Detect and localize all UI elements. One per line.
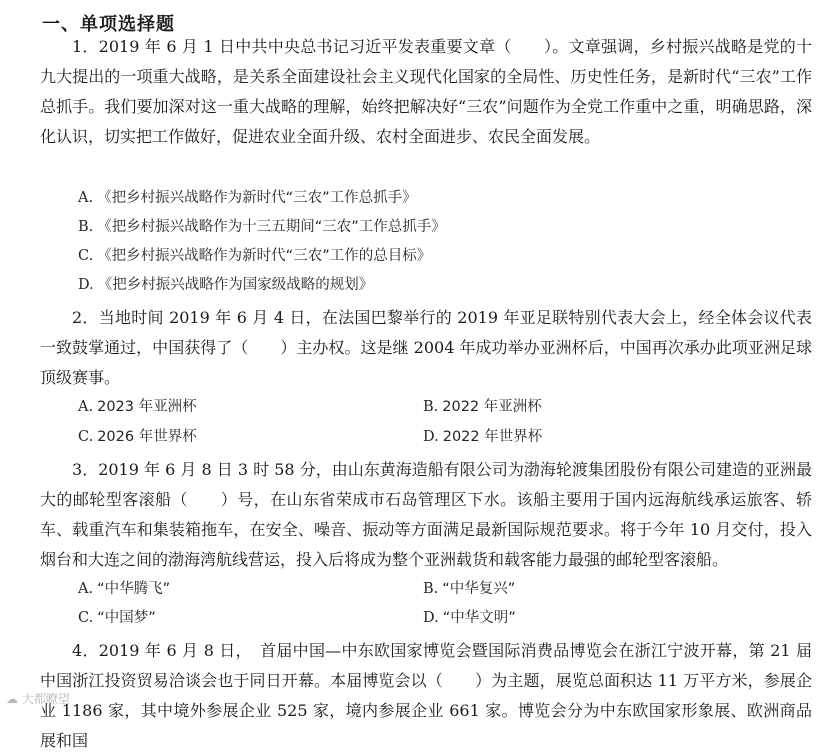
option-text: “中华文明” [442, 610, 516, 626]
question-3-option-d[interactable] [423, 607, 516, 629]
option-key: D. [78, 277, 94, 293]
question-3-option-b[interactable] [423, 578, 515, 600]
question-1-option-c[interactable] [78, 245, 431, 267]
question-3-option-a[interactable] [78, 578, 170, 600]
option-key: A. [78, 190, 94, 206]
question-2-stem: 2．当地时间 2019 年 6 月 4 日，在法国巴黎举行的 2019 年亚足联特别代表大会上，经全体会议代表一致鼓掌通过，中国获得了（ ）主办权。这是继 2004 年成功举办亚洲杯后，中国再次承办此项亚洲足球顶级赛事。 [40, 308, 812, 387]
question-1-option-b[interactable] [78, 216, 446, 238]
option-text: 《把乡村振兴战略作为十三五期间“三农”工作总抓手》 [97, 219, 446, 235]
question-2-option-b[interactable] [423, 396, 542, 418]
option-text: 《把乡村振兴战略作为新时代“三农”工作总抓手》 [97, 190, 417, 206]
question-2-option-d[interactable] [423, 426, 542, 448]
question-3-stem: 3．2019 年 6 月 8 日 3 时 58 分，由山东黄海造船有限公司为渤海轮渡集团股份有限公司建造的亚洲最大的邮轮型客滚船（ ）号，在山东省荣成市石岛管理区下水。该船主要用于国内远海航线承运旅客、轿车、载重汽车和集装箱拖车，在安全、噪音、振动等方面满足最新国际规范要求。将于今年 10 月交付，投入烟台和大连之间的渤海湾航线营运，投入后将成为整个亚洲载货和载客能力最强的邮轮型客滚船。 [40, 460, 812, 569]
option-text: 2022 年亚洲杯 [442, 399, 542, 415]
wechat-icon: ☁ [6, 692, 18, 706]
option-key: D. [423, 429, 439, 445]
question-1-option-d[interactable] [78, 274, 373, 296]
option-key: C. [78, 248, 94, 264]
option-key: A. [78, 581, 94, 597]
option-text: 《把乡村振兴战略作为国家级战略的规划》 [97, 277, 374, 293]
option-text: “中华复兴” [442, 581, 516, 597]
watermark [6, 690, 70, 707]
question-1-option-a[interactable] [78, 187, 417, 209]
option-key: C. [78, 429, 94, 445]
option-text: 2023 年亚洲杯 [97, 399, 197, 415]
option-text: 2026 年世界杯 [97, 429, 197, 445]
question-1-stem: 1．2019 年 6 月 1 日中共中央总书记习近平发表重要文章（ ）。文章强调，乡村振兴战略是党的十九大提出的一项重大战略，是关系全面建设社会主义现代化国家的全局性、历史性任务，是新时代“三农”工作总抓手。我们要加深对这一重大战略的理解，始终把解决好“三农”问题作为全党工作重中之重，明确思路，深化认识，切实把工作做好，促进农业全面升级、农村全面进步、农民全面发展。 [40, 37, 812, 146]
question-2-option-c[interactable] [78, 426, 197, 448]
option-key: B. [423, 399, 439, 415]
option-key: B. [423, 581, 439, 597]
watermark-text: 大都瞭望 [21, 692, 70, 706]
option-text: 2022 年世界杯 [442, 429, 543, 445]
question-4-stem: 4．2019 年 6 月 8 日， 首届中国—中东欧国家博览会暨国际消费品博览会在浙江宁波开幕，第 21 届中国浙江投资贸易洽谈会也于同日开幕。本届博览会以（ ）为主题，展览总面积达 11 万平方米，参展企业 1186 家，其中境外参展企业 525 家，境内参展企业 661 家。博览会分为中东欧国家形象展、欧洲商品展和国 [40, 641, 812, 750]
option-key: A. [78, 399, 94, 415]
question-2-option-a[interactable] [78, 396, 197, 418]
option-text: 《把乡村振兴战略作为新时代“三农”工作的总目标》 [97, 248, 432, 264]
option-key: C. [78, 610, 94, 626]
option-key: D. [423, 610, 439, 626]
section-title: 一、单项选择题 [42, 14, 175, 35]
option-text: “中华腾飞” [97, 581, 171, 597]
option-key: B. [78, 219, 94, 235]
question-3-option-c[interactable] [78, 607, 156, 629]
option-text: “中国梦” [97, 610, 156, 626]
